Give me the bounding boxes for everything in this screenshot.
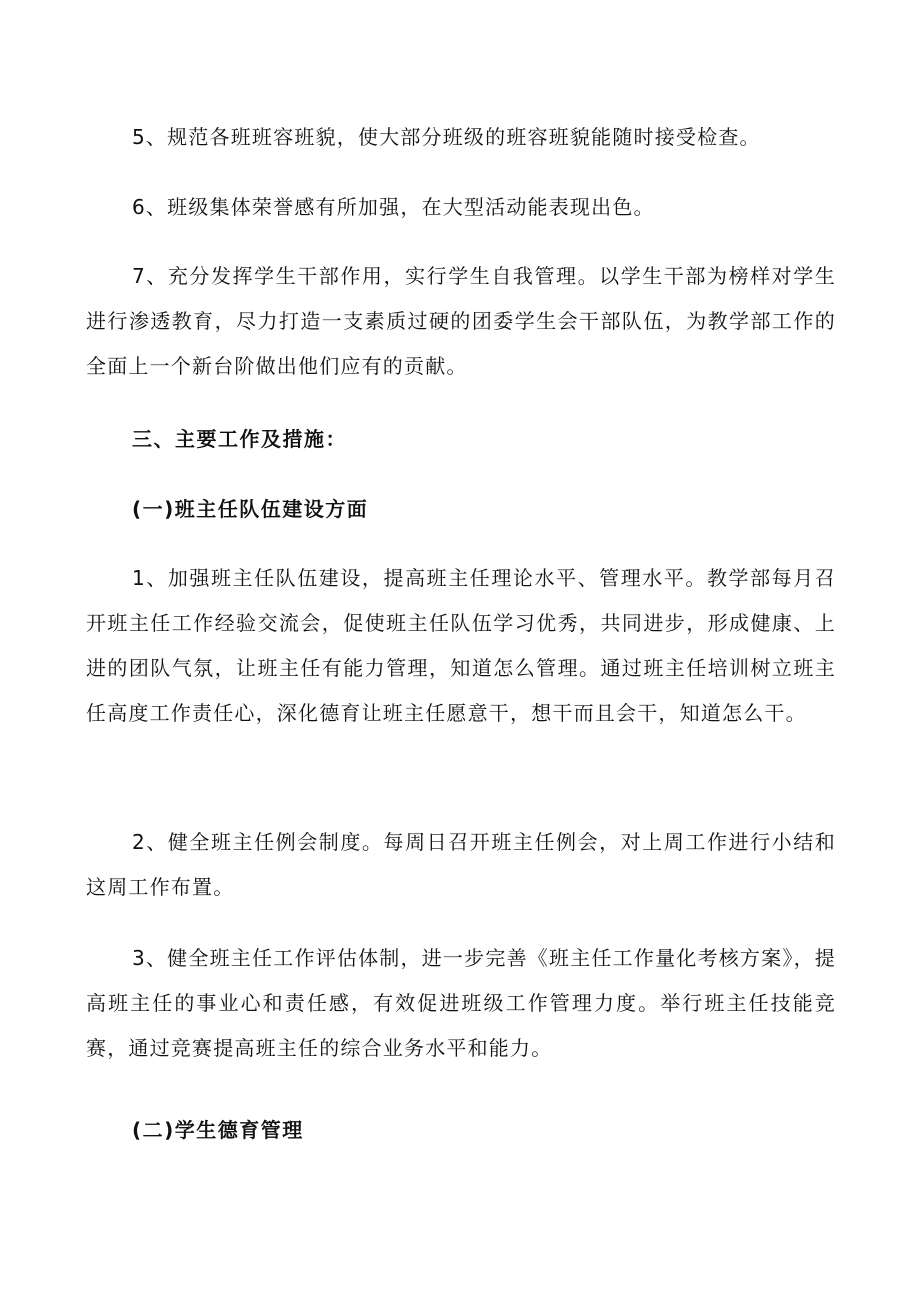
subsection-heading-teacher-team: (一)班主任队伍建设方面 bbox=[132, 497, 369, 521]
paragraph-item-7: 7、充分发挥学生干部作用，实行学生自我管理。以学生干部为榜样对学生进行渗透教育，尽力打造一支素质过硬的团委学生会干部队伍，为教学部工作的全面上一个新台阶做出他们应有的贡献。 bbox=[86, 264, 836, 378]
paragraph-measure-1: 1、加强班主任队伍建设，提高班主任理论水平、管理水平。教学部每月召开班主任工作经验交流会，促使班主任队伍学习优秀，共同进步，形成健康、上进的团队气氛，让班主任有能力管理，知道怎么管理。通过班主任培训树立班主任高度工作责任心，深化德育让班主任愿意干，想干而且会干，知道怎么干。 bbox=[86, 566, 836, 725]
subsection-heading-moral-education: (二)学生德育管理 bbox=[132, 1118, 304, 1142]
paragraph-item-6: 6、班级集体荣誉感有所加强，在大型活动能表现出色。 bbox=[132, 195, 655, 219]
paragraph-measure-2: 2、健全班主任例会制度。每周日召开班主任例会，对上周工作进行小结和这周工作布置。 bbox=[86, 830, 836, 899]
paragraph-item-5: 5、规范各班班容班貌，使大部分班级的班容班貌能随时接受检查。 bbox=[132, 125, 761, 149]
section-heading-main-work: 三、主要工作及措施： bbox=[132, 427, 347, 451]
paragraph-measure-3: 3、健全班主任工作评估体制，进一步完善《班主任工作量化考核方案》，提高班主任的事业心和责任感，有效促进班级工作管理力度。举行班主任技能竞赛，通过竞赛提高班主任的综合业务水平和能力。 bbox=[86, 946, 836, 1060]
